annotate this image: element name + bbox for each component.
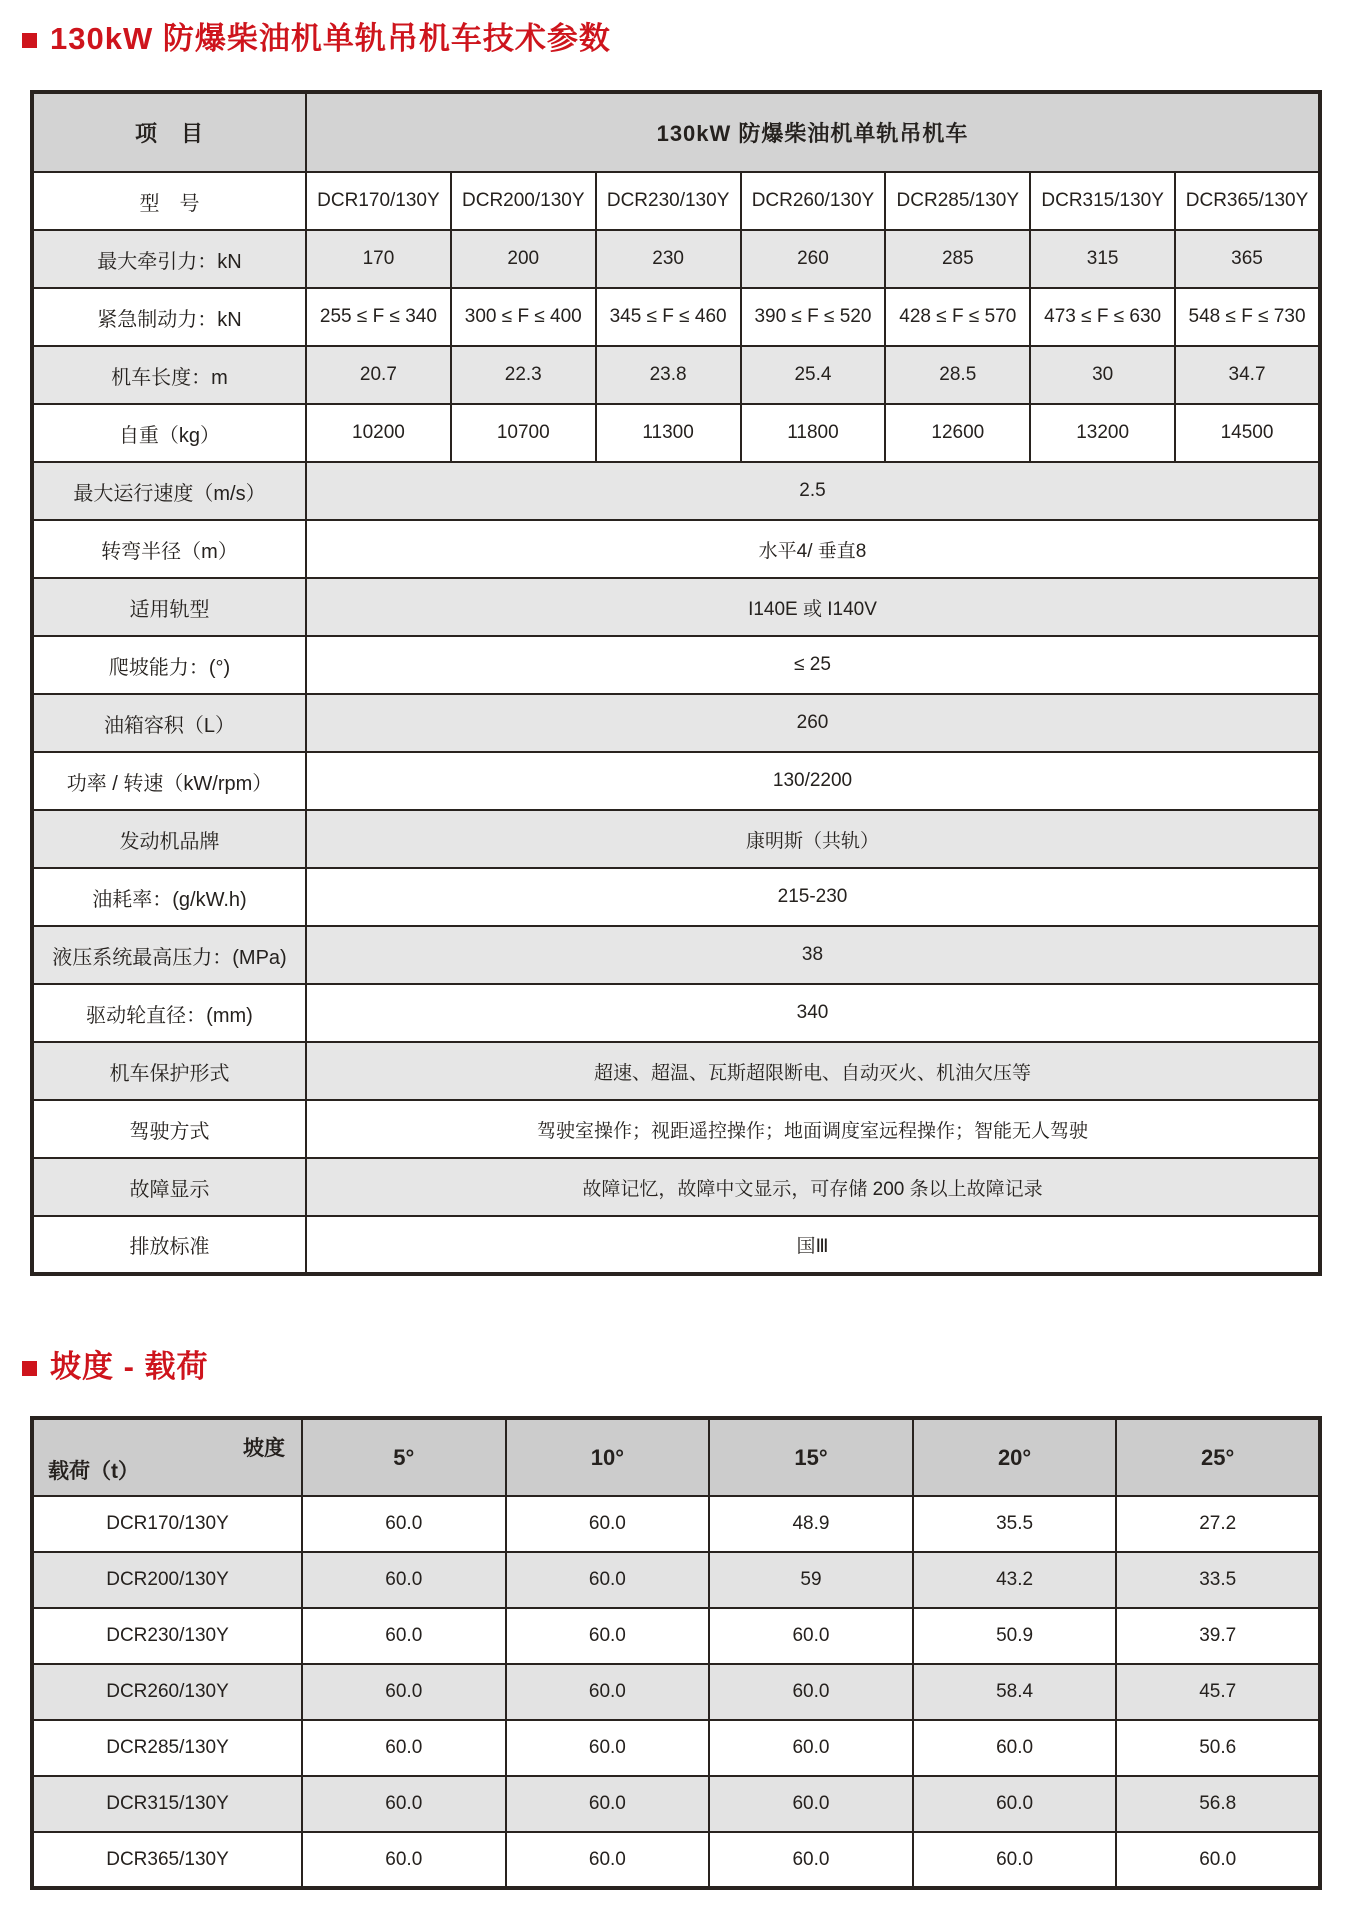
slope-value-cell: 60.0 [302,1776,506,1832]
spec-model-cell: DCR260/130Y [741,172,886,230]
spec-row-label: 功率 / 转速（kW/rpm） [32,752,306,810]
slope-value-cell: 60.0 [506,1720,710,1776]
spec-value-cell: 285 [885,230,1030,288]
spec-value-cell: 11300 [596,404,741,462]
slope-corner-cell [32,1418,302,1496]
spec-merged-value-cell: 国Ⅲ [306,1216,1320,1274]
page-title: 130kW 防爆柴油机单轨吊机车技术参数 [50,20,611,56]
slope-value-cell: 60.0 [506,1776,710,1832]
slope-row-model: DCR315/130Y [32,1776,302,1832]
slope-column-header: 5° [302,1418,506,1496]
slope-value-cell: 60.0 [1116,1832,1320,1888]
slope-column-header: 15° [709,1418,913,1496]
slope-value-cell: 60.0 [506,1832,710,1888]
spec-model-cell: DCR200/130Y [451,172,596,230]
spec-row-label: 故障显示 [32,1158,306,1216]
spec-model-cell: DCR365/130Y [1175,172,1320,230]
spec-merged-value-cell: 130/2200 [306,752,1320,810]
spec-model-cell: DCR285/130Y [885,172,1030,230]
slope-value-cell: 56.8 [1116,1776,1320,1832]
slope-value-cell: 60.0 [302,1664,506,1720]
spec-row-label: 驱动轮直径：(mm) [32,984,306,1042]
spec-value-cell: 200 [451,230,596,288]
spec-value-cell: 548 ≤ F ≤ 730 [1175,288,1320,346]
spec-row-label: 紧急制动力：kN [32,288,306,346]
spec-row-label: 油箱容积（L） [32,694,306,752]
slope-row-model: DCR200/130Y [32,1552,302,1608]
spec-value-cell: 260 [741,230,886,288]
slope-value-cell: 60.0 [302,1832,506,1888]
spec-row-label: 转弯半径（m） [32,520,306,578]
slope-value-cell: 60.0 [506,1496,710,1552]
spec-value-cell: 28.5 [885,346,1030,404]
slope-value-cell: 60.0 [709,1664,913,1720]
red-square-bullet-icon [22,1361,37,1376]
spec-value-cell: 25.4 [741,346,886,404]
slope-value-cell: 60.0 [913,1720,1117,1776]
slope-column-header: 10° [506,1418,710,1496]
spec-value-cell: 230 [596,230,741,288]
slope-value-cell: 60.0 [302,1552,506,1608]
spec-value-cell: 11800 [741,404,886,462]
slope-value-cell: 39.7 [1116,1608,1320,1664]
spec-value-cell: 22.3 [451,346,596,404]
spec-model-cell: DCR230/130Y [596,172,741,230]
spec-row-label: 排放标准 [32,1216,306,1274]
spec-value-cell: 14500 [1175,404,1320,462]
spec-table [30,90,1322,1276]
slope-row-model: DCR260/130Y [32,1664,302,1720]
spec-value-cell: 23.8 [596,346,741,404]
slope-load-table [30,1416,1322,1890]
slope-value-cell: 48.9 [709,1496,913,1552]
slope-value-cell: 60.0 [709,1720,913,1776]
spec-merged-value-cell: ≤ 25 [306,636,1320,694]
spec-row-label: 液压系统最高压力：(MPa) [32,926,306,984]
slope-value-cell: 60.0 [506,1552,710,1608]
slope-value-cell: 43.2 [913,1552,1117,1608]
spec-value-cell: 10700 [451,404,596,462]
spec-model-cell: DCR170/130Y [306,172,451,230]
spec-row-label: 油耗率：(g/kW.h) [32,868,306,926]
section-title-slope-load [22,1346,1351,1388]
spec-row-label: 爬坡能力：(°) [32,636,306,694]
spec-merged-value-cell: 驾驶室操作；视距遥控操作；地面调度室远程操作；智能无人驾驶 [306,1100,1320,1158]
spec-corner-cell: 项 目 [32,92,306,172]
spec-merged-value-cell: 215-230 [306,868,1320,926]
spec-row-label: 适用轨型 [32,578,306,636]
spec-merged-value-cell: 康明斯（共轨） [306,810,1320,868]
spec-value-cell: 170 [306,230,451,288]
slope-value-cell: 60.0 [302,1608,506,1664]
slope-corner-bottom-label: 载荷（t） [48,1460,139,1483]
spec-value-cell: 345 ≤ F ≤ 460 [596,288,741,346]
slope-value-cell: 50.6 [1116,1720,1320,1776]
spec-merged-value-cell: 水平4/ 垂直8 [306,520,1320,578]
spec-value-cell: 473 ≤ F ≤ 630 [1030,288,1175,346]
spec-merged-value-cell: I140E 或 I140V [306,578,1320,636]
spec-model-cell: DCR315/130Y [1030,172,1175,230]
spec-value-cell: 428 ≤ F ≤ 570 [885,288,1030,346]
slope-corner-top-label: 坡度 [243,1437,285,1460]
slope-load-title: 坡度 - 载荷 [50,1348,209,1384]
spec-merged-value-cell: 超速、超温、瓦斯超限断电、自动灭火、机油欠压等 [306,1042,1320,1100]
slope-value-cell: 50.9 [913,1608,1117,1664]
slope-row-model: DCR170/130Y [32,1496,302,1552]
spec-merged-value-cell: 260 [306,694,1320,752]
spec-row-label: 最大运行速度（m/s） [32,462,306,520]
spec-value-cell: 255 ≤ F ≤ 340 [306,288,451,346]
spec-value-cell: 30 [1030,346,1175,404]
slope-value-cell: 60.0 [506,1664,710,1720]
slope-column-header: 20° [913,1418,1117,1496]
spec-merged-value-cell: 故障记忆，故障中文显示，可存储 200 条以上故障记录 [306,1158,1320,1216]
slope-value-cell: 60.0 [302,1720,506,1776]
red-square-bullet-icon [22,33,37,48]
slope-row-model: DCR285/130Y [32,1720,302,1776]
spec-row-label: 机车长度：m [32,346,306,404]
spec-group-header: 130kW 防爆柴油机单轨吊机车 [306,92,1320,172]
slope-value-cell: 33.5 [1116,1552,1320,1608]
spec-merged-value-cell: 38 [306,926,1320,984]
spec-value-cell: 10200 [306,404,451,462]
slope-row-model: DCR230/130Y [32,1608,302,1664]
spec-value-cell: 300 ≤ F ≤ 400 [451,288,596,346]
slope-row-model: DCR365/130Y [32,1832,302,1888]
spec-merged-value-cell: 2.5 [306,462,1320,520]
slope-value-cell: 60.0 [506,1608,710,1664]
slope-value-cell: 27.2 [1116,1496,1320,1552]
slope-column-header: 25° [1116,1418,1320,1496]
slope-value-cell: 45.7 [1116,1664,1320,1720]
spec-row-label: 型 号 [32,172,306,230]
spec-value-cell: 390 ≤ F ≤ 520 [741,288,886,346]
spec-value-cell: 34.7 [1175,346,1320,404]
slope-value-cell: 35.5 [913,1496,1117,1552]
spec-row-label: 最大牵引力：kN [32,230,306,288]
spec-value-cell: 12600 [885,404,1030,462]
slope-value-cell: 58.4 [913,1664,1117,1720]
spec-value-cell: 13200 [1030,404,1175,462]
spec-value-cell: 20.7 [306,346,451,404]
spec-row-label: 驾驶方式 [32,1100,306,1158]
slope-value-cell: 60.0 [709,1608,913,1664]
slope-value-cell: 60.0 [913,1832,1117,1888]
spec-row-label: 自重（kg） [32,404,306,462]
slope-value-cell: 59 [709,1552,913,1608]
spec-merged-value-cell: 340 [306,984,1320,1042]
section-title-specs [22,18,1351,60]
slope-value-cell: 60.0 [302,1496,506,1552]
slope-value-cell: 60.0 [709,1776,913,1832]
spec-row-label: 机车保护形式 [32,1042,306,1100]
spec-value-cell: 365 [1175,230,1320,288]
slope-value-cell: 60.0 [913,1776,1117,1832]
spec-row-label: 发动机品牌 [32,810,306,868]
spec-value-cell: 315 [1030,230,1175,288]
slope-value-cell: 60.0 [709,1832,913,1888]
